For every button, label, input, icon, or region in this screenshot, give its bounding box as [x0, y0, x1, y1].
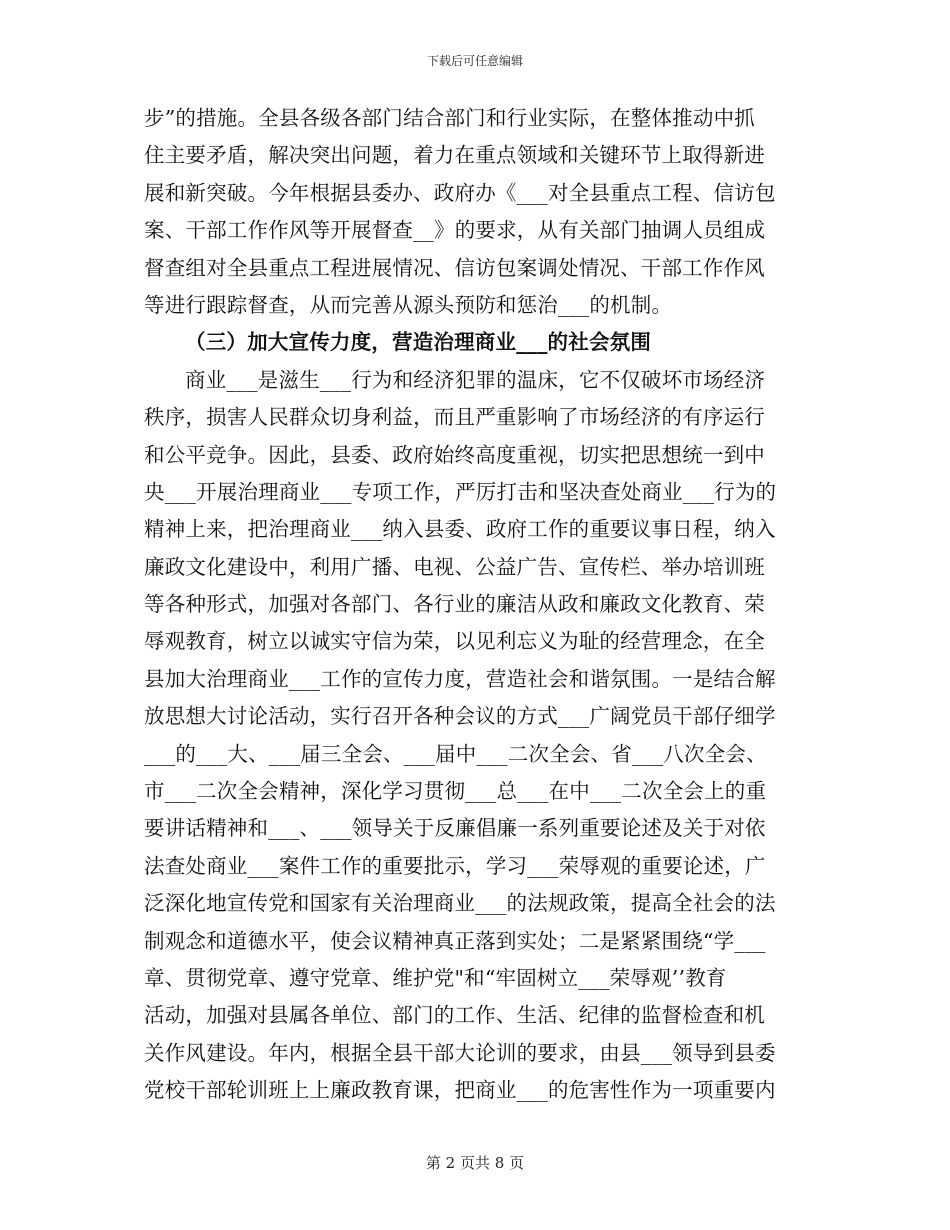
paragraph-line: ___的___大、___届三全会、___届中___二次全会、省___八次全会、: [144, 741, 767, 766]
document-body: [144, 100, 810, 1110]
paragraph-line: 制观念和道德水平，使会议精神真正落到实处；二是紧紧围绕“学___: [144, 928, 766, 953]
paragraph-line: 法查处商业___案件工作的重要批示，学习___荣辱观的重要论述，广: [144, 853, 766, 878]
paragraph-line: 住主要矛盾，解决突出问题，着力在重点领域和关键环节上取得新进: [144, 143, 765, 168]
paragraph-line: 和公平竞争。因此，县委、政府始终高度重视，切实把思想统一到中: [144, 442, 765, 467]
paragraph-line: 等各种形式，加强对各部门、各行业的廉洁从政和廉政文化教育、荣: [144, 592, 765, 617]
paragraph-line: 放思想大讨论活动，实行召开各种会议的方式___广阔党员干部仔细学: [144, 704, 776, 729]
paragraph-line: 党校干部轮训班上上廉政教育课，把商业___的危害性作为一项重要内: [144, 1078, 776, 1103]
paragraph-line: 要讲话精神和___、___领导关于反廉倡廉一系列重要论述及关于对依: [144, 816, 766, 841]
paragraph-line: 央___开展治理商业___专项工作，严厉打击和坚决查处商业___行为的: [144, 479, 777, 504]
section-heading: （三）加大宣传力度，营造治理商业___的社会氛围: [185, 330, 652, 355]
paragraph-line: 泛深化地宣传党和国家有关治理商业___的法规政策，提高全社会的法: [144, 891, 776, 916]
paragraph-line: 关作风建设。年内，根据全县干部大论训的要求，由县___领导到县委: [144, 1040, 776, 1065]
paragraph-line: 精神上来，把治理商业___纳入县委、政府工作的重要议事日程，纳入: [144, 517, 776, 542]
paragraph-line: 辱观教育，树立以诚实守信为荣，以见利忘义为耻的经营理念，在全: [144, 629, 765, 654]
page-footer: 第 2 页共 8 页: [425, 1154, 525, 1172]
paragraph-line: 廉政文化建设中，利用广播、电视、公益广告、宣传栏、举办培训班: [144, 554, 765, 579]
paragraph-line: 活动，加强对县属各单位、部门的工作、生活、纪律的监督检查和机: [144, 1003, 765, 1028]
paragraph-line: 秩序，损害人民群众切身利益，而且严重影响了市场经济的有序运行: [144, 405, 765, 430]
paragraph-line: 商业___是滋生___行为和经济犯罪的温床，它不仅破坏市场经济: [185, 367, 766, 392]
paragraph-line: 等进行跟踪督查，从而完善从源头预防和惩治___的机制。: [144, 292, 673, 317]
paragraph-line: 市___二次全会精神，深化学习贯彻___总___在中___二次全会上的重: [144, 779, 767, 804]
paragraph-line: 章、贯彻党章、遵守党章、维护党"和“牢固树立___荣辱观’’教育: [144, 965, 727, 990]
paragraph-line: 县加大治理商业___工作的宣传力度，营造社会和谐氛围。一是结合解: [144, 666, 776, 691]
paragraph-line: 展和新突破。今年根据县委办、政府办《___对全县重点工程、信访包: [144, 180, 776, 205]
paragraph-line: 步”的措施。全县各级各部门结合部门和行业实际，在整体推动中抓: [144, 106, 755, 130]
paragraph-line: 督查组对全县重点工程进展情况、信访包案调处情况、干部工作作风: [144, 255, 765, 280]
paragraph-line: 案、干部工作作风等开展督查__》的要求，从有关部门抽调人员组成: [144, 218, 766, 243]
page-header: 下载后可任意编辑: [426, 54, 523, 68]
